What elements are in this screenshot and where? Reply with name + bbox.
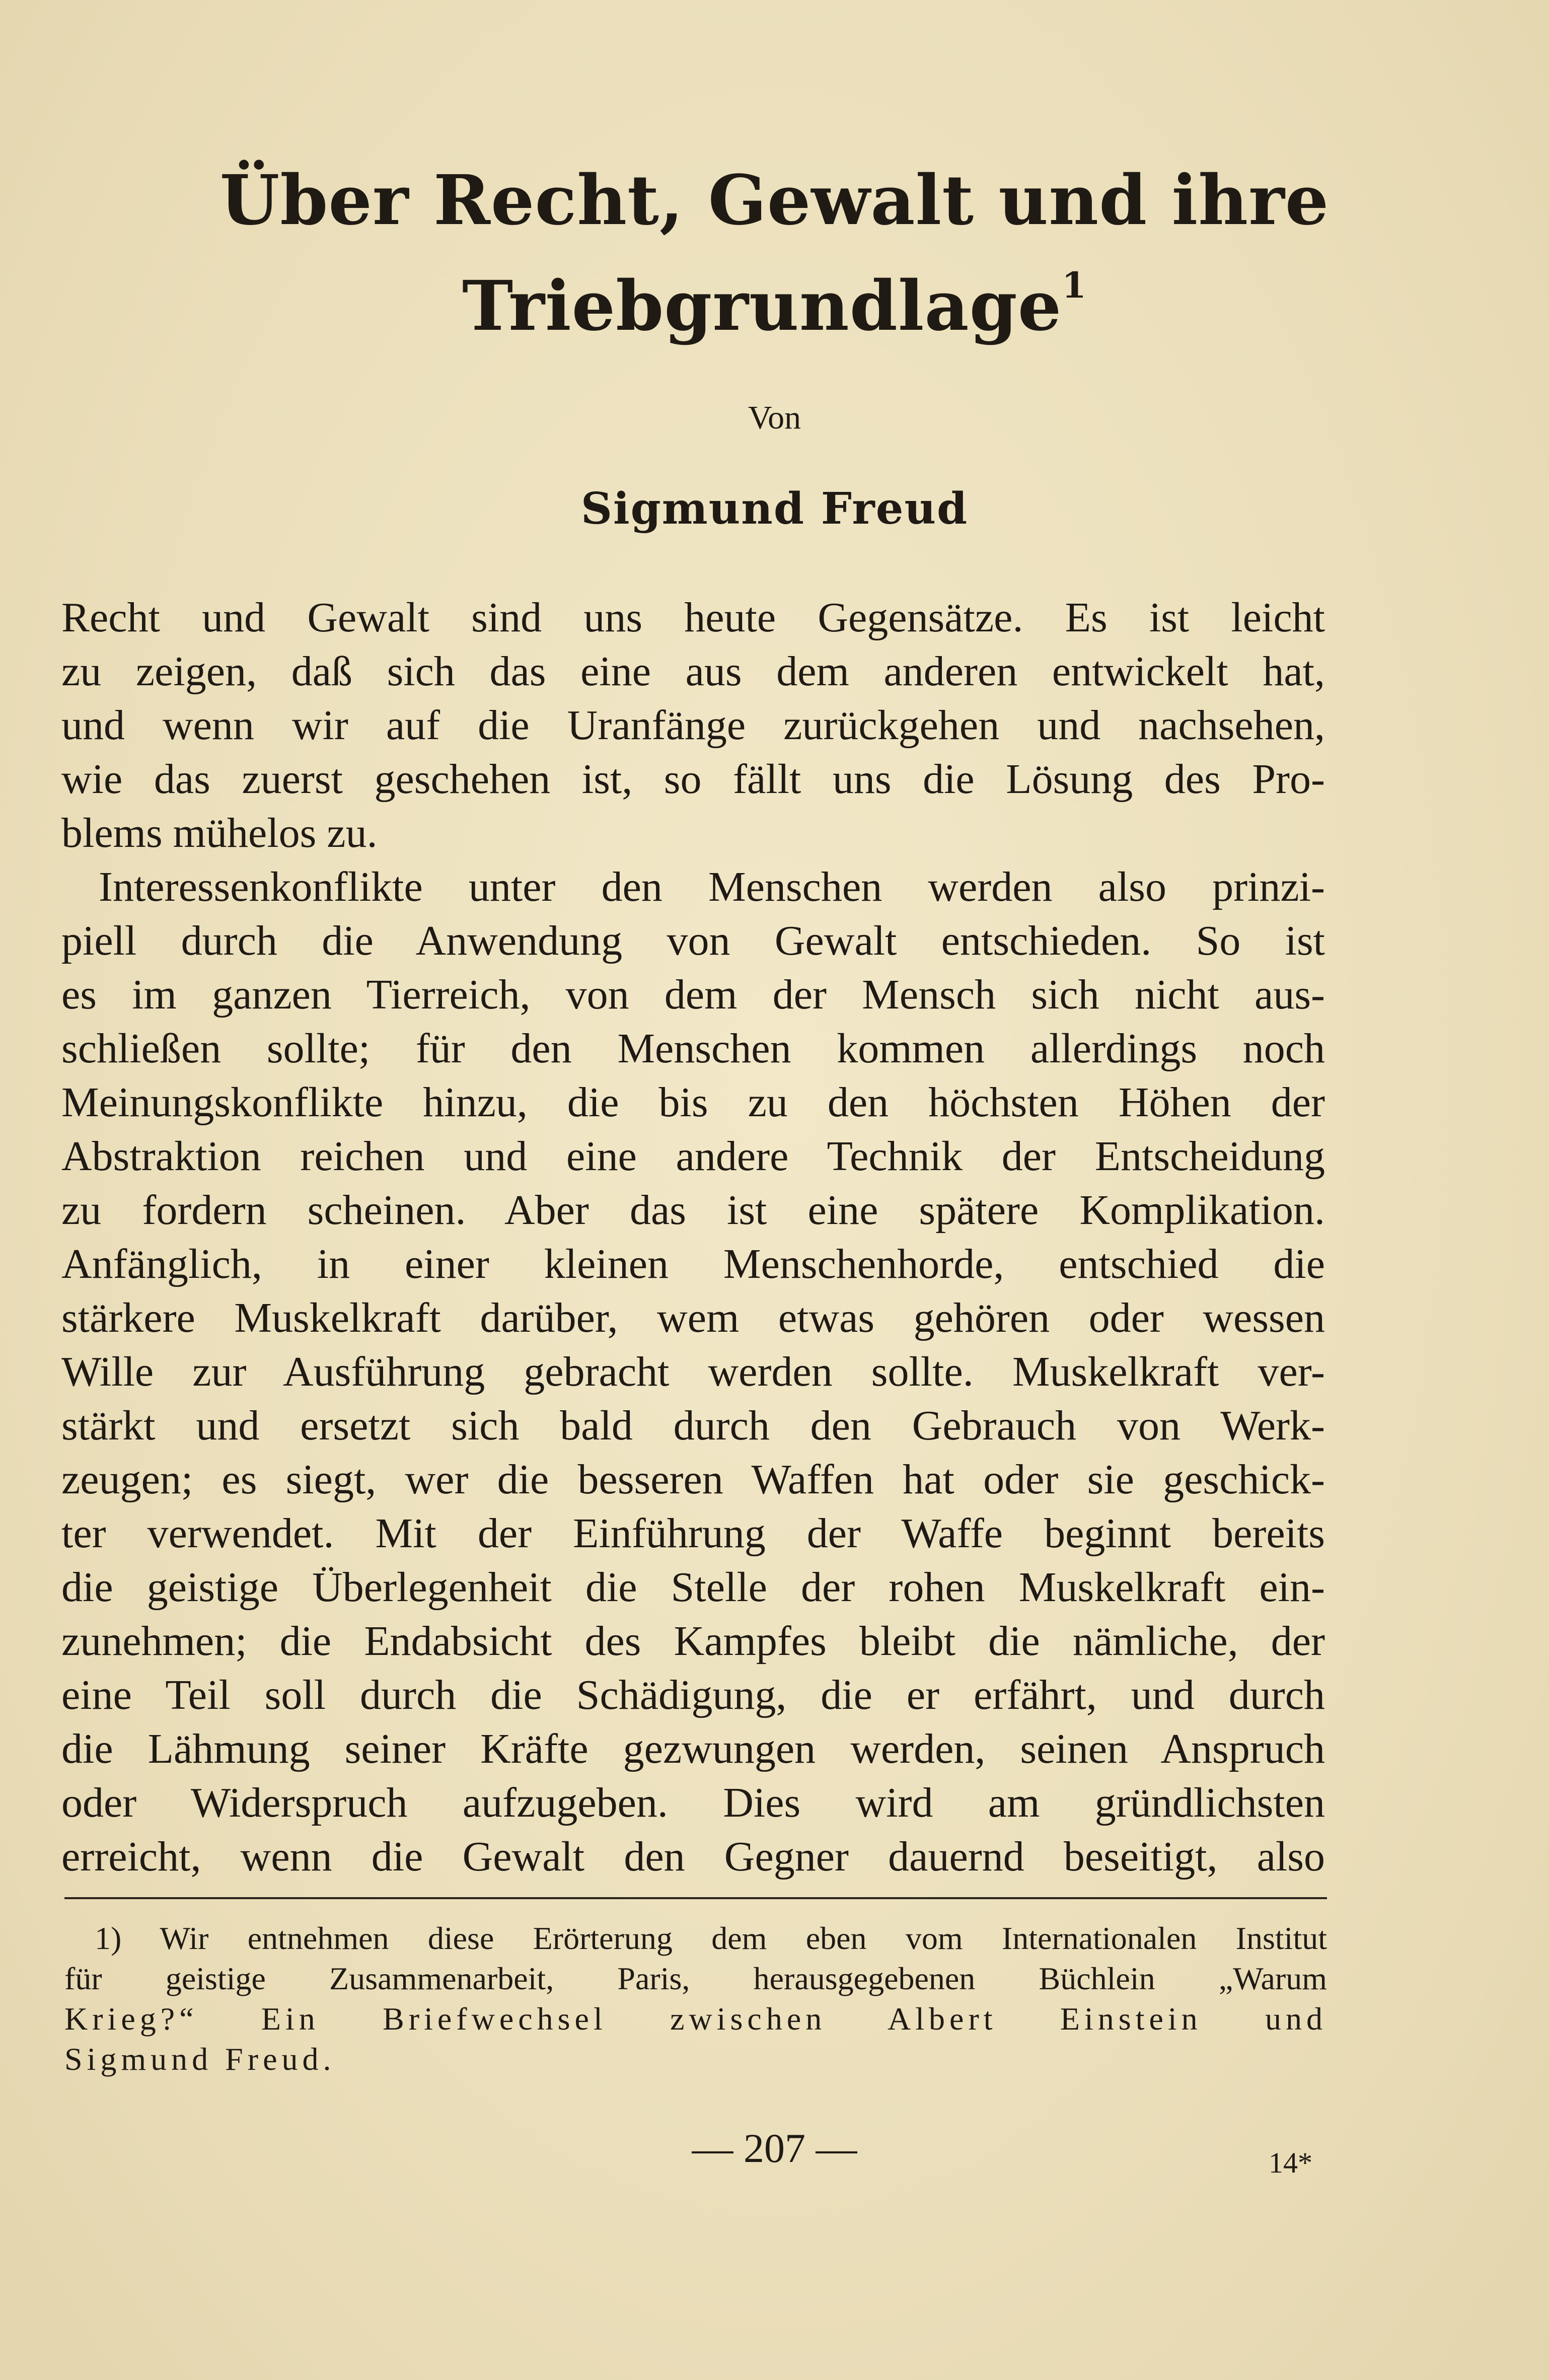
body-line: oder Widerspruch aufzugeben. Dies wird am gründlichsten bbox=[61, 1779, 1325, 1826]
body-line: Abstraktion reichen und eine andere Technik der Entscheidung bbox=[61, 1133, 1325, 1180]
body-line: Interessenkonflikte unter den Menschen werden also prinzi- bbox=[99, 863, 1325, 910]
signature-mark: 14* bbox=[1269, 2146, 1312, 2179]
body-line: stärkt und ersetzt sich bald durch den Gebrauch von Werk- bbox=[61, 1402, 1325, 1449]
body-line: ter verwendet. Mit der Einführung der Waffe beginnt bereits bbox=[61, 1510, 1325, 1557]
body-line: erreicht, wenn die Gewalt den Gegner dauernd beseitigt, also bbox=[61, 1833, 1325, 1880]
body-line: Meinungskonflikte hinzu, die bis zu den höchsten Höhen der bbox=[61, 1079, 1325, 1126]
author-name: Sigmund Freud bbox=[580, 483, 969, 534]
footnote bbox=[64, 1918, 1327, 2079]
byline-von: Von bbox=[748, 399, 801, 436]
body-line: zeugen; es siegt, wer die besseren Waffen hat oder sie geschick- bbox=[61, 1456, 1325, 1503]
body-line: blems mühelos zu. bbox=[61, 810, 378, 856]
footnote-line: für geistige Zusammenarbeit, Paris, herausgegebenen Büchlein „Warum bbox=[64, 1961, 1327, 1996]
body-line: stärkere Muskelkraft darüber, wem etwas gehören oder wessen bbox=[61, 1294, 1325, 1341]
body-text bbox=[61, 591, 1325, 1884]
body-line: und wenn wir auf die Uranfänge zurückgehen und nachsehen, bbox=[61, 702, 1325, 749]
body-line: Anfänglich, in einer kleinen Menschenhorde, entschied die bbox=[61, 1241, 1325, 1287]
footnote-divider bbox=[64, 1897, 1327, 1899]
footnote-line: 1) Wir entnehmen diese Erörterung dem eben vom Internationalen Institut bbox=[95, 1920, 1327, 1956]
page-number: — 207 — bbox=[692, 2125, 857, 2171]
body-line: zunehmen; die Endabsicht des Kampfes bleibt die nämliche, der bbox=[61, 1618, 1325, 1665]
title-footnote-mark: 1 bbox=[1062, 264, 1087, 306]
body-line: Wille zur Ausführung gebracht werden sollte. Muskelkraft ver- bbox=[61, 1348, 1325, 1395]
body-line: schließen sollte; für den Menschen kommen allerdings noch bbox=[61, 1025, 1325, 1072]
body-line: es im ganzen Tierreich, von dem der Mensch sich nicht aus- bbox=[61, 971, 1325, 1018]
body-line: Recht und Gewalt sind uns heute Gegensätze. Es ist leicht bbox=[61, 594, 1325, 641]
footnote-line: Sigmund Freud. bbox=[64, 2041, 336, 2077]
title-line-1 bbox=[0, 160, 1549, 241]
body-line: eine Teil soll durch die Schädigung, die er erfährt, und durch bbox=[61, 1672, 1325, 1718]
body-line: die Lähmung seiner Kräfte gezwungen werden, seinen Anspruch bbox=[61, 1725, 1325, 1772]
footnote-line: Krieg?“ Ein Briefwechsel zwischen Albert Einstein und bbox=[64, 2001, 1327, 2037]
body-line: wie das zuerst geschehen ist, so fällt uns die Lösung des Pro- bbox=[61, 756, 1325, 803]
title-line-2 bbox=[0, 264, 1549, 346]
title-line-1-text: Über Recht, Gewalt und ihre bbox=[219, 160, 1330, 241]
title-line-2-text: Triebgrundlage bbox=[462, 266, 1062, 346]
body-line: zu fordern scheinen. Aber das ist eine spätere Komplikation. bbox=[61, 1187, 1325, 1234]
body-line: piell durch die Anwendung von Gewalt entschieden. So ist bbox=[61, 917, 1325, 964]
body-line: die geistige Überlegenheit die Stelle der rohen Muskelkraft ein- bbox=[61, 1564, 1325, 1611]
body-line: zu zeigen, daß sich das eine aus dem anderen entwickelt hat, bbox=[61, 648, 1325, 695]
